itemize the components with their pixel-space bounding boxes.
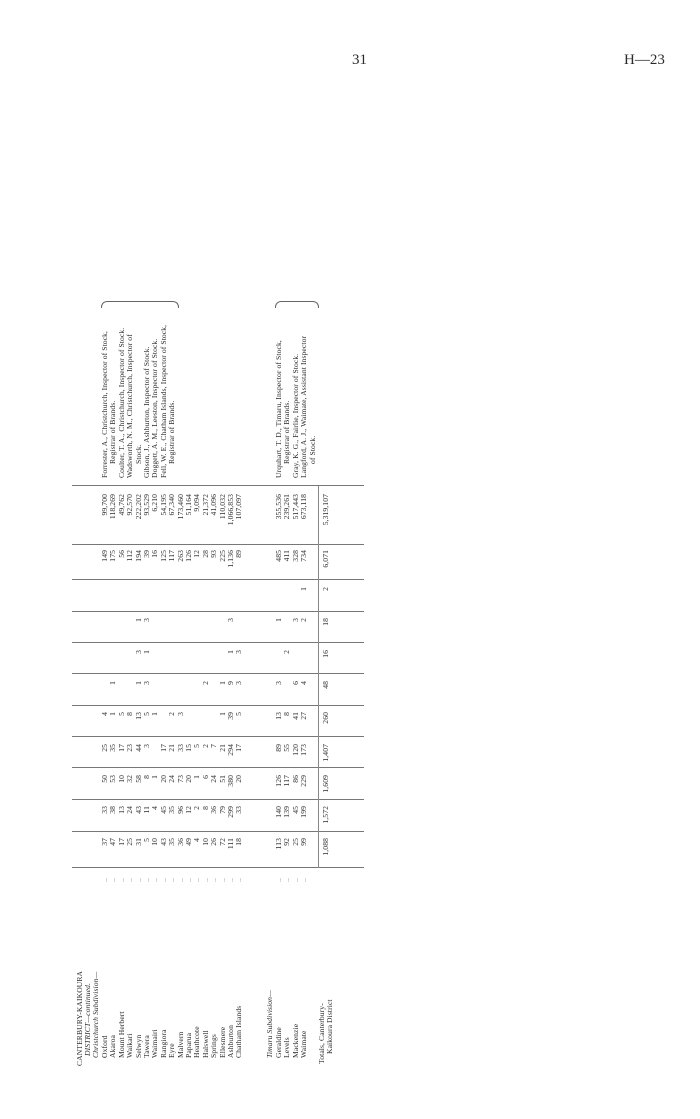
officer-line: Fell, W. E., Chatham Islands, Inspector of Stock,: [158, 324, 168, 478]
christchurch-row-value: 4: [100, 712, 109, 716]
christchurch-row-name: Mount Herbert: [116, 1011, 126, 1058]
timaru-row-value: 89: [274, 744, 283, 752]
timaru-row-name: Levels: [282, 1037, 292, 1058]
christchurch-row-value: 24: [167, 775, 177, 783]
timaru-row-value: 517,443: [290, 494, 300, 520]
timaru-row-value: 411: [282, 550, 292, 562]
christchurch-row-dots: ..: [150, 878, 160, 882]
totals-value: 1,088: [321, 838, 330, 856]
christchurch-row-name: Springs: [209, 1034, 219, 1058]
christchurch-row-value: 89: [234, 550, 244, 558]
column-rule: [72, 579, 364, 580]
christchurch-row-value: 51: [217, 775, 227, 783]
christchurch-row-value: 20: [234, 775, 244, 783]
christchurch-row-dots: ..: [234, 878, 244, 882]
officer-line: Coulter, T. A., Christchurch, Inspector of Stock.: [116, 327, 126, 478]
christchurch-row-value: 54,195: [158, 494, 168, 516]
christchurch-row-name: Heathcote: [192, 1026, 202, 1058]
christchurch-row-dots: ..: [142, 878, 151, 882]
totals-value: 260: [321, 712, 330, 724]
column-rule: [72, 831, 364, 832]
christchurch-row-value: 36: [209, 806, 219, 814]
christchurch-row-name: Ashburton: [226, 1025, 235, 1058]
totals-value: 2: [321, 587, 330, 591]
christchurch-row-value: 17: [116, 744, 126, 752]
christchurch-row-value: 31: [133, 838, 143, 846]
christchurch-row-value: 1: [226, 650, 235, 654]
christchurch-row-dots: ..: [209, 878, 219, 882]
christchurch-row-value: 117: [167, 550, 177, 562]
christchurch-row-value: 2: [200, 681, 210, 685]
christchurch-row-value: 5: [234, 712, 244, 716]
christchurch-row-value: 58: [133, 775, 143, 783]
christchurch-row-value: 9: [226, 681, 235, 685]
christchurch-row-value: 47: [108, 838, 118, 846]
christchurch-row-dots: ..: [116, 878, 126, 882]
christchurch-row-name: Waimairi: [150, 1029, 160, 1058]
christchurch-row-value: 21: [167, 744, 177, 752]
timaru-row-value: 2: [282, 650, 292, 654]
timaru-row-value: 55: [282, 744, 292, 752]
christchurch-row-value: 4: [192, 838, 202, 842]
totals-value: 18: [321, 618, 330, 626]
christchurch-row-value: 4: [150, 806, 160, 810]
timaru-row-value: 2: [299, 618, 309, 622]
christchurch-row-name: Eyre: [167, 1043, 177, 1058]
christchurch-row-value: 175: [108, 550, 118, 562]
christchurch-row-dots: ..: [100, 878, 109, 882]
christchurch-row-value: 41,096: [209, 494, 219, 516]
timaru-row-value: 13: [274, 712, 283, 720]
officer-line: Registrar of Brands.: [108, 400, 118, 464]
officers-brace: [101, 301, 179, 308]
christchurch-row-value: 194: [133, 550, 143, 562]
christchurch-row-value: 72: [217, 838, 227, 846]
christchurch-row-dots: ..: [125, 878, 135, 882]
christchurch-row-value: 6: [200, 775, 210, 779]
christchurch-row-value: 96: [175, 806, 185, 814]
christchurch-row-value: 35: [108, 744, 118, 752]
christchurch-row-value: 10: [200, 838, 210, 846]
christchurch-row-value: 8: [125, 712, 135, 716]
christchurch-row-value: 17: [234, 744, 244, 752]
rotated-stock-table: [72, 68, 372, 1068]
christchurch-row-dots: ..: [200, 878, 210, 882]
christchurch-row-value: 125: [158, 550, 168, 562]
christchurch-row-name: Ellesmere: [217, 1026, 227, 1058]
christchurch-row-value: 2: [167, 712, 177, 716]
christchurch-row-dots: ..: [226, 878, 235, 882]
christchurch-row-value: 1: [142, 650, 151, 654]
christchurch-row-value: 7: [209, 744, 219, 748]
totals-value: 48: [321, 681, 330, 689]
officer-line: Registrar of Brands.: [282, 400, 292, 464]
christchurch-row-value: 44: [133, 744, 143, 752]
timaru-row-value: 27: [299, 712, 309, 720]
timaru-row-value: 86: [290, 775, 300, 783]
timaru-row-value: 41: [290, 712, 300, 720]
christchurch-row-value: 11: [142, 806, 151, 814]
christchurch-row-value: 16: [150, 550, 160, 558]
officer-line: Gray, K. G., Fairlie, Inspector of Stock.: [290, 353, 300, 478]
christchurch-row-dots: ..: [167, 878, 177, 882]
timaru-row-name: Mackenzie: [290, 1023, 300, 1058]
christchurch-row-name: Akaroa: [108, 1035, 118, 1058]
christchurch-row-value: 299: [226, 806, 235, 818]
christchurch-row-value: 12: [184, 806, 193, 814]
christchurch-row-name: Paparua: [184, 1032, 193, 1058]
christchurch-row-value: 43: [158, 838, 168, 846]
column-rule: [72, 611, 364, 612]
timaru-row-dots: ..: [274, 878, 283, 882]
officer-line: Langford, A. J., Waimate, Assistant Inspector: [299, 335, 309, 478]
timaru-row-dots: ..: [282, 878, 292, 882]
timaru-row-value: 328: [290, 550, 300, 562]
christchurch-row-value: 17: [158, 744, 168, 752]
christchurch-row-value: 1: [133, 681, 143, 685]
christchurch-row-value: 225: [217, 550, 227, 562]
christchurch-row-dots: ..: [192, 878, 202, 882]
column-rule: [72, 485, 364, 486]
christchurch-row-value: 67,340: [167, 494, 177, 516]
christchurch-row-value: 49,762: [116, 494, 126, 516]
christchurch-row-name: Chatham Islands: [234, 1005, 244, 1058]
timaru-row-value: 355,536: [274, 494, 283, 520]
christchurch-row-value: 2: [200, 744, 210, 748]
christchurch-row-value: 8: [142, 775, 151, 779]
christchurch-row-value: 50: [100, 775, 109, 783]
district-title-continued: DISTRICT—continued.: [83, 983, 92, 1056]
timaru-row-value: 673,118: [299, 494, 309, 520]
christchurch-row-value: 1: [108, 681, 118, 685]
timaru-row-value: 3: [274, 681, 283, 685]
christchurch-row-value: 3: [133, 650, 143, 654]
christchurch-row-value: 24: [209, 775, 219, 783]
christchurch-row-value: 37: [100, 838, 109, 846]
christchurch-row-value: 32: [125, 775, 135, 783]
timaru-row-value: 92: [282, 838, 292, 846]
timaru-row-value: 173: [299, 744, 309, 756]
christchurch-row-value: 3: [226, 618, 235, 622]
christchurch-row-value: 49: [184, 838, 193, 846]
timaru-row-value: 6: [290, 681, 300, 685]
christchurch-row-value: 126: [184, 550, 193, 562]
column-rule: [72, 544, 364, 545]
timaru-row-value: 113: [274, 838, 283, 850]
christchurch-row-value: 173,460: [175, 494, 185, 520]
christchurch-row-name: Tawera: [142, 1035, 151, 1058]
timaru-row-dots: ..: [290, 878, 300, 882]
christchurch-row-value: 39: [142, 550, 151, 558]
christchurch-row-dots: ..: [108, 878, 118, 882]
christchurch-row-value: 222,202: [133, 494, 143, 520]
timaru-row-value: 1: [274, 618, 283, 622]
timaru-row-value: 140: [274, 806, 283, 818]
christchurch-row-name: Oxford: [100, 1035, 109, 1058]
christchurch-row-value: 13: [116, 806, 126, 814]
column-rule: [72, 705, 364, 706]
christchurch-row-value: 6,210: [150, 494, 160, 512]
officer-line: Doggett, A. M., Leeston, Inspector of Stock.: [150, 338, 160, 478]
christchurch-row-value: 43: [133, 806, 143, 814]
timaru-row-value: 120: [290, 744, 300, 756]
timaru-row-value: 734: [299, 550, 309, 562]
column-rule: [72, 767, 364, 768]
christchurch-row-value: 24: [125, 806, 135, 814]
timaru-row-value: 199: [299, 806, 309, 818]
christchurch-row-value: 3: [142, 618, 151, 622]
timaru-row-value: 8: [282, 712, 292, 716]
christchurch-row-dots: ..: [133, 878, 143, 882]
christchurch-row-value: 3: [142, 681, 151, 685]
totals-label-2: Kaikoura District: [325, 999, 334, 1054]
christchurch-row-value: 56: [116, 550, 126, 558]
christchurch-row-value: 18: [234, 838, 244, 846]
christchurch-row-value: 1,066,853: [226, 494, 235, 526]
christchurch-row-value: 1,136: [226, 550, 235, 568]
christchurch-row-value: 93: [209, 550, 219, 558]
district-title: CANTERBURY-KAIKOURA: [75, 970, 84, 1066]
officer-line: Wadsworth, N. M., Christchurch, Inspector of: [125, 334, 135, 478]
christchurch-row-value: 263: [175, 550, 185, 562]
christchurch-row-value: 73: [175, 775, 185, 783]
christchurch-row-value: 13: [133, 712, 143, 720]
christchurch-row-value: 20: [158, 775, 168, 783]
christchurch-row-value: 26: [209, 838, 219, 846]
timaru-row-value: 239,261: [282, 494, 292, 520]
christchurch-row-value: 10: [116, 775, 126, 783]
officer-line: of Stock.: [307, 435, 317, 464]
christchurch-row-dots: ..: [158, 878, 168, 882]
christchurch-row-value: 107,097: [234, 494, 244, 520]
timaru-row-value: 1: [299, 587, 309, 591]
christchurch-row-value: 35: [167, 806, 177, 814]
christchurch-row-value: 53: [108, 775, 118, 783]
christchurch-row-name: Malvern: [175, 1031, 185, 1058]
christchurch-row-value: 1: [133, 618, 143, 622]
christchurch-row-name: Selwyn: [133, 1034, 143, 1058]
page-number: 31: [352, 52, 367, 68]
totals-value: 5,319,107: [321, 494, 330, 526]
page-reference: H—23: [624, 52, 665, 68]
christchurch-row-value: 33: [234, 806, 244, 814]
christchurch-row-value: 1: [217, 681, 227, 685]
christchurch-row-value: 79: [217, 806, 227, 814]
christchurch-subdivision-heading: Christchurch Subdivision—: [91, 971, 100, 1058]
totals-value: 1,572: [321, 806, 330, 824]
christchurch-row-dots: ..: [184, 878, 193, 882]
christchurch-row-value: 380: [226, 775, 235, 787]
christchurch-row-value: 3: [175, 712, 185, 716]
christchurch-row-value: 112: [125, 550, 135, 562]
column-rule: [72, 867, 364, 868]
christchurch-row-value: 3: [142, 744, 151, 748]
timaru-row-value: 99: [299, 838, 309, 846]
christchurch-row-value: 99,700: [100, 494, 109, 516]
christchurch-row-value: 3: [234, 681, 244, 685]
christchurch-row-name: Rangiora: [158, 1029, 168, 1058]
timaru-row-value: 126: [274, 775, 283, 787]
christchurch-row-value: 111: [226, 838, 235, 850]
officers-brace: [275, 301, 319, 308]
christchurch-row-value: 92,570: [125, 494, 135, 516]
christchurch-row-value: 1: [217, 712, 227, 716]
timaru-row-name: Geraldine: [274, 1027, 283, 1058]
christchurch-row-value: 35: [167, 838, 177, 846]
christchurch-row-value: 17: [116, 838, 126, 846]
column-rule: [72, 673, 364, 674]
christchurch-row-value: 93,529: [142, 494, 151, 516]
totals-value: 16: [321, 650, 330, 658]
christchurch-row-value: 5: [116, 712, 126, 716]
christchurch-row-value: 118,269: [108, 494, 118, 520]
christchurch-row-value: 33: [100, 806, 109, 814]
totals-rule: [318, 486, 319, 868]
christchurch-row-value: 9,094: [192, 494, 202, 512]
timaru-row-value: 45: [290, 806, 300, 814]
timaru-row-dots: ..: [299, 878, 309, 882]
officer-line: Stock.: [133, 444, 143, 464]
christchurch-row-dots: ..: [175, 878, 185, 882]
christchurch-row-value: 1: [150, 712, 160, 716]
christchurch-row-value: 20: [184, 775, 193, 783]
timaru-row-value: 25: [290, 838, 300, 846]
christchurch-row-value: 5: [192, 744, 202, 748]
totals-label: Totals, Canterbury-: [317, 1003, 326, 1064]
timaru-row-value: 117: [282, 775, 292, 787]
christchurch-row-value: 12: [192, 550, 202, 558]
christchurch-row-value: 8: [200, 806, 210, 810]
christchurch-row-dots: ..: [217, 878, 227, 882]
christchurch-row-value: 1: [108, 712, 118, 716]
column-rule: [72, 642, 364, 643]
christchurch-row-value: 25: [125, 838, 135, 846]
christchurch-row-value: 10: [150, 838, 160, 846]
christchurch-row-value: 15: [184, 744, 193, 752]
column-rule: [72, 736, 364, 737]
christchurch-row-value: 25: [100, 744, 109, 752]
christchurch-row-value: 1: [150, 775, 160, 779]
totals-value: 1,609: [321, 775, 330, 793]
timaru-row-value: 229: [299, 775, 309, 787]
timaru-row-value: 485: [274, 550, 283, 562]
christchurch-row-value: 39: [226, 712, 235, 720]
christchurch-row-value: 2: [192, 806, 202, 810]
christchurch-row-value: 149: [100, 550, 109, 562]
timaru-row-value: 4: [299, 681, 309, 685]
timaru-row-name: Waimate: [299, 1030, 309, 1058]
christchurch-row-value: 5: [142, 712, 151, 716]
totals-value: 6,071: [321, 550, 330, 568]
christchurch-row-value: 28: [200, 550, 210, 558]
officer-line: Registrar of Brands.: [167, 400, 177, 464]
christchurch-row-value: 110,032: [217, 494, 227, 520]
christchurch-row-value: 23: [125, 744, 135, 752]
christchurch-row-value: 21,372: [200, 494, 210, 516]
column-rule: [72, 799, 364, 800]
christchurch-row-value: 5: [142, 838, 151, 842]
christchurch-row-value: 38: [108, 806, 118, 814]
christchurch-row-value: 51,164: [184, 494, 193, 516]
totals-value: 1,407: [321, 744, 330, 762]
christchurch-row-value: 36: [175, 838, 185, 846]
timaru-row-value: 139: [282, 806, 292, 818]
christchurch-row-name: Waikari: [125, 1033, 135, 1058]
timaru-row-value: 3: [290, 618, 300, 622]
officer-line: Urquhart, T. D., Timaru, Inspector of Stock,: [274, 340, 283, 478]
officer-line: Gibson, J., Ashburton, Inspector of Stock.: [142, 346, 151, 478]
officer-line: Forrester, A., Christchurch, Inspector of Stock,: [100, 330, 109, 478]
christchurch-row-value: 21: [217, 744, 227, 752]
timaru-subdivision-heading: Timaru Subdivision—: [265, 990, 274, 1058]
christchurch-row-value: 45: [158, 806, 168, 814]
christchurch-row-value: 1: [192, 775, 202, 779]
christchurch-row-name: Halswell: [200, 1030, 210, 1058]
christchurch-row-value: 294: [226, 744, 235, 756]
christchurch-row-value: 3: [234, 650, 244, 654]
christchurch-row-value: 33: [175, 744, 185, 752]
